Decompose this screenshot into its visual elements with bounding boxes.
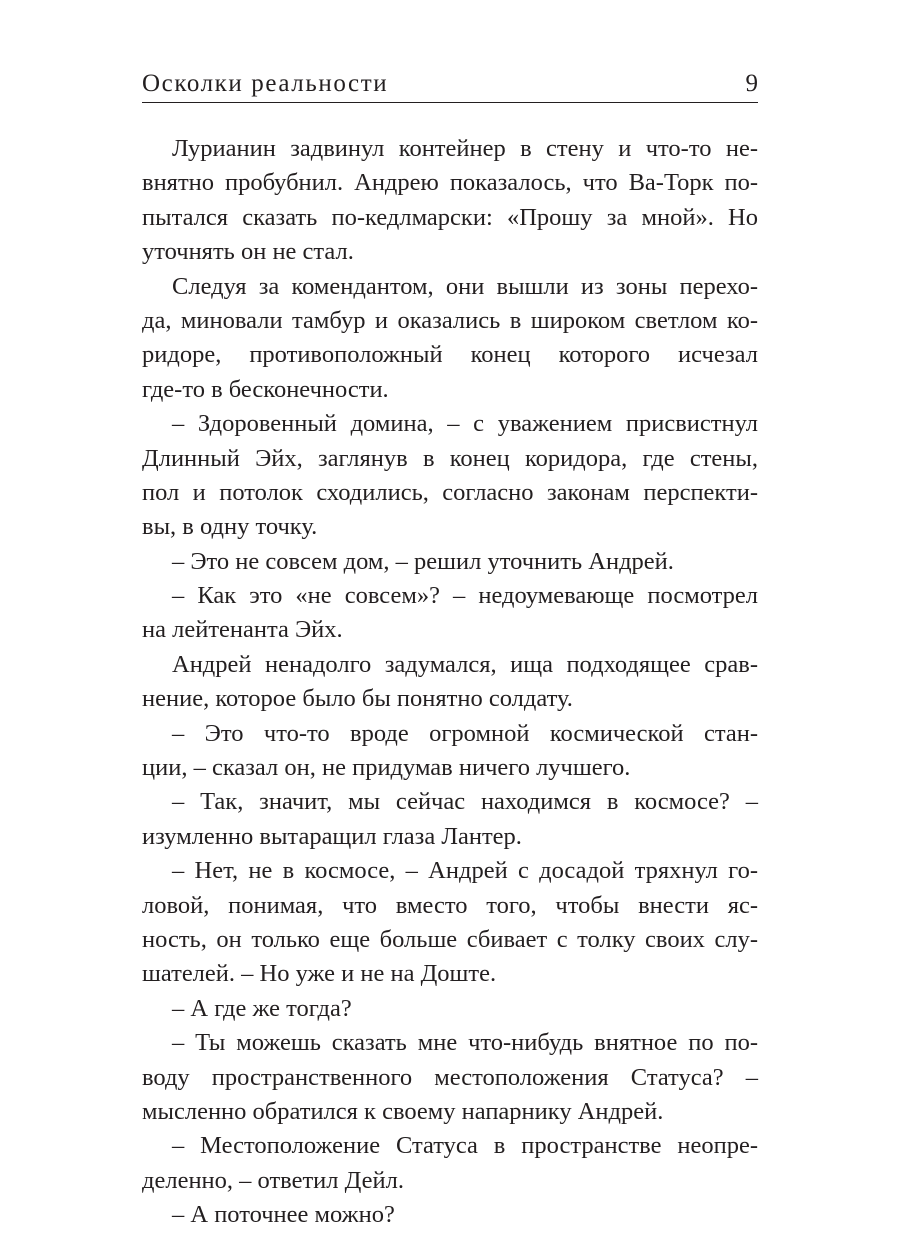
text-line: – Нет, не в космосе, – Андрей с досадой тряхнул го- bbox=[172, 857, 758, 885]
text-line: на лейтенанта Эйх. bbox=[142, 616, 343, 644]
text-line: пытался сказать по-кедлмарски: «Прошу за мной». Но bbox=[142, 203, 758, 231]
body-text bbox=[142, 132, 758, 1233]
text-line: воду пространственного местоположения Статуса? – bbox=[142, 1063, 758, 1091]
text-line: нение, которое было бы понятно солдату. bbox=[142, 685, 573, 713]
book-title: Осколки реальности bbox=[142, 70, 389, 97]
text-line: ловой, понимая, что вместо того, чтобы внести яс- bbox=[142, 891, 758, 919]
text-line: вы, в одну точку. bbox=[142, 513, 318, 541]
text-line: уточнять он не стал. bbox=[142, 238, 354, 266]
text-line: пол и потолок сходились, согласно законам перспекти- bbox=[142, 478, 758, 506]
text-line: Следуя за комендантом, они вышли из зоны перехо- bbox=[172, 272, 758, 300]
text-line: ридоре, противоположный конец которого исчезал bbox=[142, 341, 758, 369]
text-line: да, миновали тамбур и оказались в широком светлом ко- bbox=[142, 306, 758, 334]
text-line: – А где же тогда? bbox=[172, 994, 352, 1022]
text-line: – Это не совсем дом, – решил уточнить Андрей. bbox=[172, 547, 674, 575]
text-line: Андрей ненадолго задумался, ища подходящее срав- bbox=[172, 650, 758, 678]
page-number: 9 bbox=[745, 70, 758, 97]
text-line: Длинный Эйх, заглянув в конец коридора, где стены, bbox=[142, 444, 758, 472]
text-line: – Здоровенный домина, – с уважением присвистнул bbox=[172, 410, 758, 438]
text-line: ность, он только еще больше сбивает с толку своих слу- bbox=[142, 925, 758, 953]
text-line: внятно пробубнил. Андрею показалось, что Ва-Торк по- bbox=[142, 169, 758, 197]
text-line: ции, – сказал он, не придумав ничего лучшего. bbox=[142, 754, 631, 782]
text-line: деленно, – ответил Дейл. bbox=[142, 1166, 404, 1194]
text-line: – Как это «не совсем»? – недоумевающе посмотрел bbox=[172, 582, 758, 610]
text-line: мысленно обратился к своему напарнику Андрей. bbox=[142, 1097, 664, 1125]
text-line: – А поточнее можно? bbox=[172, 1201, 395, 1229]
text-line: – Местоположение Статуса в пространстве неопре- bbox=[172, 1132, 758, 1160]
text-line: – Ты можешь сказать мне что-нибудь внятное по по- bbox=[172, 1029, 758, 1057]
text-line: где-то в бесконечности. bbox=[142, 375, 389, 403]
text-line: изумленно вытаращил глаза Лантер. bbox=[142, 822, 522, 850]
text-line: – Так, значит, мы сейчас находимся в космосе? – bbox=[172, 788, 758, 816]
text-line: Лурианин задвинул контейнер в стену и что-то не- bbox=[172, 135, 758, 162]
text-line: шателей. – Но уже и не на Доште. bbox=[142, 960, 497, 988]
text-line: – Это что-то вроде огромной космической стан- bbox=[172, 719, 758, 747]
running-head bbox=[142, 66, 758, 103]
